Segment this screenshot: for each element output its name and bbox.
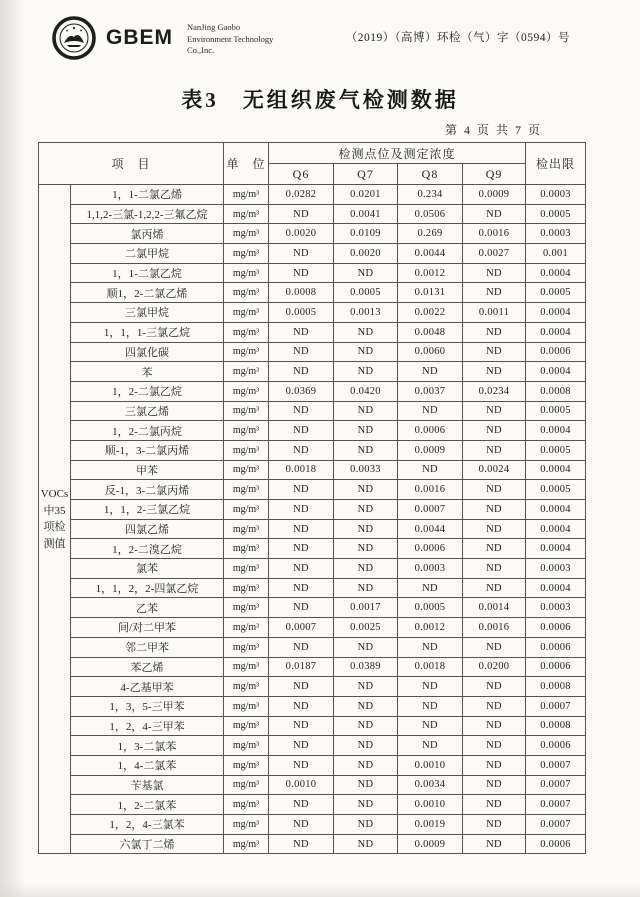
- unit-cell: mg/m³: [224, 716, 269, 736]
- unit-cell: mg/m³: [224, 755, 269, 775]
- table-row: [39, 322, 586, 342]
- value-cell-q7: 0.0389: [334, 657, 398, 677]
- value-cell-q8: 0.0010: [398, 755, 463, 775]
- table-row: [39, 460, 586, 480]
- value-cell-q6: ND: [269, 342, 334, 362]
- detection-limit-cell: 0.0006: [526, 834, 586, 854]
- value-cell-q8: 0.0019: [398, 815, 463, 835]
- value-cell-q7: 0.0041: [334, 204, 398, 224]
- item-name-cell: 间/对二甲苯: [71, 618, 224, 638]
- value-cell-q9: ND: [463, 578, 526, 598]
- item-name-cell: 4-乙基甲苯: [71, 677, 224, 697]
- table-row: [39, 716, 586, 736]
- value-cell-q6: ND: [269, 519, 334, 539]
- value-cell-q7: ND: [334, 637, 398, 657]
- table-row: [39, 677, 586, 697]
- unit-cell: mg/m³: [224, 559, 269, 579]
- unit-cell: mg/m³: [224, 834, 269, 854]
- value-cell-q9: 0.0027: [463, 244, 526, 264]
- value-cell-q9: ND: [463, 480, 526, 500]
- value-cell-q7: ND: [334, 736, 398, 756]
- item-name-cell: 苯: [71, 362, 224, 382]
- value-cell-q7: 0.0005: [334, 283, 398, 303]
- table-row: [39, 283, 586, 303]
- unit-cell: mg/m³: [224, 381, 269, 401]
- table-row: [39, 204, 586, 224]
- item-name-cell: 1，2，4-三甲苯: [71, 716, 224, 736]
- unit-cell: mg/m³: [224, 263, 269, 283]
- table-body: [39, 185, 586, 854]
- value-cell-q9: ND: [463, 440, 526, 460]
- table-row: [39, 480, 586, 500]
- item-name-cell: 1,1,2-三氯-1,2,2-三氟乙烷: [71, 204, 224, 224]
- value-cell-q6: ND: [269, 204, 334, 224]
- detection-limit-cell: 0.0005: [526, 283, 586, 303]
- unit-cell: mg/m³: [224, 480, 269, 500]
- value-cell-q9: ND: [463, 637, 526, 657]
- detection-limit-cell: 0.0008: [526, 381, 586, 401]
- table-header: [39, 143, 586, 185]
- item-name-cell: 1，1-二氯乙烯: [71, 185, 224, 205]
- value-cell-q8: ND: [398, 578, 463, 598]
- detection-limit-cell: 0.0005: [526, 204, 586, 224]
- value-cell-q9: 0.0024: [463, 460, 526, 480]
- detection-limit-cell: 0.001: [526, 244, 586, 264]
- company-line: Co.,Inc.: [187, 45, 215, 56]
- value-cell-q6: ND: [269, 696, 334, 716]
- value-cell-q8: 0.0037: [398, 381, 463, 401]
- detection-limit-cell: 0.0006: [526, 736, 586, 756]
- value-cell-q6: ND: [269, 578, 334, 598]
- table-row: [39, 815, 586, 835]
- value-cell-q7: ND: [334, 815, 398, 835]
- detection-limit-cell: 0.0003: [526, 185, 586, 205]
- brand-block: [52, 16, 273, 60]
- detection-limit-cell: 0.0004: [526, 460, 586, 480]
- table-row: [39, 657, 586, 677]
- value-cell-q6: ND: [269, 834, 334, 854]
- value-cell-q8: ND: [398, 460, 463, 480]
- value-cell-q7: ND: [334, 716, 398, 736]
- value-cell-q7: ND: [334, 559, 398, 579]
- table-row: [39, 795, 586, 815]
- table-row: [39, 736, 586, 756]
- value-cell-q9: 0.0009: [463, 185, 526, 205]
- value-cell-q6: 0.0018: [269, 460, 334, 480]
- value-cell-q9: ND: [463, 795, 526, 815]
- value-cell-q6: ND: [269, 539, 334, 559]
- item-name-cell: 1，2-二氯苯: [71, 795, 224, 815]
- item-name-cell: 氯丙烯: [71, 224, 224, 244]
- value-cell-q8: 0.0016: [398, 480, 463, 500]
- detection-limit-cell: 0.0007: [526, 696, 586, 716]
- col-header-points-group: 检测点位及测定浓度: [269, 143, 526, 164]
- value-cell-q8: 0.0009: [398, 440, 463, 460]
- item-name-cell: 1，1，1-三氯乙烷: [71, 322, 224, 342]
- value-cell-q7: ND: [334, 480, 398, 500]
- value-cell-q8: 0.0060: [398, 342, 463, 362]
- value-cell-q8: ND: [398, 401, 463, 421]
- value-cell-q7: 0.0420: [334, 381, 398, 401]
- unit-cell: mg/m³: [224, 677, 269, 697]
- row-group-label: VOCs 中35 项检 测值: [39, 185, 71, 854]
- item-name-cell: 二氯甲烷: [71, 244, 224, 264]
- item-name-cell: 邻二甲苯: [71, 637, 224, 657]
- value-cell-q7: ND: [334, 263, 398, 283]
- value-cell-q9: ND: [463, 362, 526, 382]
- detection-limit-cell: 0.0004: [526, 303, 586, 323]
- detection-limit-cell: 0.0004: [526, 322, 586, 342]
- item-name-cell: 1，2，4-三氯苯: [71, 815, 224, 835]
- unit-cell: mg/m³: [224, 775, 269, 795]
- detection-limit-cell: 0.0005: [526, 440, 586, 460]
- value-cell-q8: 0.0022: [398, 303, 463, 323]
- value-cell-q8: ND: [398, 736, 463, 756]
- value-cell-q8: 0.0006: [398, 421, 463, 441]
- company-line: Environment Technology: [187, 33, 274, 44]
- detection-limit-cell: 0.0004: [526, 519, 586, 539]
- value-cell-q8: 0.0007: [398, 500, 463, 520]
- value-cell-q9: ND: [463, 283, 526, 303]
- value-cell-q8: 0.0048: [398, 322, 463, 342]
- value-cell-q6: ND: [269, 637, 334, 657]
- value-cell-q6: ND: [269, 559, 334, 579]
- value-cell-q9: 0.0234: [463, 381, 526, 401]
- detection-limit-cell: 0.0008: [526, 677, 586, 697]
- unit-cell: mg/m³: [224, 204, 269, 224]
- value-cell-q8: ND: [398, 716, 463, 736]
- unit-cell: mg/m³: [224, 519, 269, 539]
- table-row: [39, 342, 586, 362]
- table-row: [39, 637, 586, 657]
- col-header-q8: Q8: [398, 164, 463, 185]
- value-cell-q9: ND: [463, 755, 526, 775]
- value-cell-q6: ND: [269, 755, 334, 775]
- value-cell-q8: 0.0006: [398, 539, 463, 559]
- detection-limit-cell: 0.0004: [526, 362, 586, 382]
- unit-cell: mg/m³: [224, 500, 269, 520]
- item-name-cell: 反-1，3-二氯丙烯: [71, 480, 224, 500]
- col-header-q6: Q6: [269, 164, 334, 185]
- company-line: NanJing Gaobo: [187, 21, 241, 32]
- table-row: [39, 559, 586, 579]
- table-row: [39, 775, 586, 795]
- value-cell-q9: ND: [463, 559, 526, 579]
- item-name-cell: 1，1-二氯乙烷: [71, 263, 224, 283]
- value-cell-q6: ND: [269, 263, 334, 283]
- detection-limit-cell: 0.0004: [526, 500, 586, 520]
- value-cell-q6: 0.0007: [269, 618, 334, 638]
- header-row-1: [39, 143, 586, 164]
- value-cell-q9: ND: [463, 716, 526, 736]
- unit-cell: mg/m³: [224, 185, 269, 205]
- table-row: [39, 401, 586, 421]
- table-row: [39, 440, 586, 460]
- value-cell-q8: 0.0012: [398, 263, 463, 283]
- unit-cell: mg/m³: [224, 224, 269, 244]
- unit-cell: mg/m³: [224, 578, 269, 598]
- item-name-cell: 三氯乙烯: [71, 401, 224, 421]
- item-name-cell: 1，2-二氯乙烷: [71, 381, 224, 401]
- value-cell-q9: ND: [463, 500, 526, 520]
- value-cell-q9: ND: [463, 736, 526, 756]
- value-cell-q6: 0.0020: [269, 224, 334, 244]
- item-name-cell: 1，1，2-三氯乙烷: [71, 500, 224, 520]
- col-header-item: 项 目: [39, 143, 224, 185]
- value-cell-q8: 0.0131: [398, 283, 463, 303]
- value-cell-q6: 0.0369: [269, 381, 334, 401]
- value-cell-q8: ND: [398, 677, 463, 697]
- value-cell-q9: ND: [463, 815, 526, 835]
- value-cell-q6: ND: [269, 716, 334, 736]
- detection-limit-cell: 0.0004: [526, 539, 586, 559]
- unit-cell: mg/m³: [224, 342, 269, 362]
- table-row: [39, 519, 586, 539]
- value-cell-q6: ND: [269, 322, 334, 342]
- value-cell-q8: ND: [398, 362, 463, 382]
- value-cell-q9: ND: [463, 401, 526, 421]
- value-cell-q9: 0.0016: [463, 618, 526, 638]
- unit-cell: mg/m³: [224, 440, 269, 460]
- data-table: [38, 142, 586, 854]
- unit-cell: mg/m³: [224, 283, 269, 303]
- unit-cell: mg/m³: [224, 401, 269, 421]
- detection-limit-cell: 0.0004: [526, 421, 586, 441]
- table-row: [39, 244, 586, 264]
- gbem-logo-icon: [52, 16, 96, 60]
- detection-limit-cell: 0.0007: [526, 795, 586, 815]
- value-cell-q7: 0.0017: [334, 598, 398, 618]
- value-cell-q7: 0.0201: [334, 185, 398, 205]
- value-cell-q8: 0.0005: [398, 598, 463, 618]
- value-cell-q8: 0.0012: [398, 618, 463, 638]
- value-cell-q7: ND: [334, 696, 398, 716]
- value-cell-q8: 0.234: [398, 185, 463, 205]
- value-cell-q6: ND: [269, 440, 334, 460]
- value-cell-q6: ND: [269, 598, 334, 618]
- table-row: [39, 696, 586, 716]
- unit-cell: mg/m³: [224, 322, 269, 342]
- value-cell-q6: ND: [269, 421, 334, 441]
- value-cell-q7: 0.0033: [334, 460, 398, 480]
- unit-cell: mg/m³: [224, 460, 269, 480]
- value-cell-q9: 0.0016: [463, 224, 526, 244]
- page-indicator: 第 4 页 共 7 页: [444, 123, 542, 137]
- value-cell-q6: ND: [269, 401, 334, 421]
- table-row: [39, 185, 586, 205]
- table-row: [39, 598, 586, 618]
- unit-cell: mg/m³: [224, 598, 269, 618]
- value-cell-q6: ND: [269, 815, 334, 835]
- col-header-detection-limit: 检出限: [526, 143, 586, 185]
- item-name-cell: 四氯化碳: [71, 342, 224, 362]
- unit-cell: mg/m³: [224, 657, 269, 677]
- document-title: 表3 无组织废气检测数据: [181, 88, 459, 112]
- unit-cell: mg/m³: [224, 421, 269, 441]
- item-name-cell: 1，2-二氯丙烷: [71, 421, 224, 441]
- detection-limit-cell: 0.0008: [526, 716, 586, 736]
- value-cell-q9: 0.0014: [463, 598, 526, 618]
- value-cell-q9: ND: [463, 539, 526, 559]
- item-name-cell: 六氯丁二烯: [71, 834, 224, 854]
- col-header-unit: 单 位: [224, 143, 269, 185]
- unit-cell: mg/m³: [224, 795, 269, 815]
- value-cell-q8: 0.0044: [398, 244, 463, 264]
- item-name-cell: 苄基氯: [71, 775, 224, 795]
- table-row: [39, 755, 586, 775]
- item-name-cell: 1，1，2，2-四氯乙烷: [71, 578, 224, 598]
- value-cell-q7: ND: [334, 834, 398, 854]
- detection-limit-cell: 0.0004: [526, 578, 586, 598]
- value-cell-q7: ND: [334, 401, 398, 421]
- value-cell-q9: ND: [463, 204, 526, 224]
- value-cell-q9: 0.0200: [463, 657, 526, 677]
- value-cell-q8: ND: [398, 696, 463, 716]
- value-cell-q7: ND: [334, 322, 398, 342]
- value-cell-q7: ND: [334, 578, 398, 598]
- value-cell-q9: ND: [463, 775, 526, 795]
- value-cell-q9: ND: [463, 677, 526, 697]
- value-cell-q8: 0.269: [398, 224, 463, 244]
- table-row: [39, 500, 586, 520]
- unit-cell: mg/m³: [224, 736, 269, 756]
- item-name-cell: 苯乙烯: [71, 657, 224, 677]
- detection-limit-cell: 0.0005: [526, 401, 586, 421]
- value-cell-q9: ND: [463, 696, 526, 716]
- value-cell-q6: 0.0005: [269, 303, 334, 323]
- value-cell-q7: 0.0013: [334, 303, 398, 323]
- unit-cell: mg/m³: [224, 815, 269, 835]
- table-row: [39, 421, 586, 441]
- report-number: （2019）（高博）环检（气）字（0594）号: [345, 32, 570, 44]
- col-header-q7: Q7: [334, 164, 398, 185]
- item-name-cell: 乙苯: [71, 598, 224, 618]
- detection-limit-cell: 0.0007: [526, 775, 586, 795]
- value-cell-q6: ND: [269, 244, 334, 264]
- table-row: [39, 539, 586, 559]
- value-cell-q8: 0.0003: [398, 559, 463, 579]
- value-cell-q7: ND: [334, 342, 398, 362]
- value-cell-q9: ND: [463, 342, 526, 362]
- detection-limit-cell: 0.0006: [526, 637, 586, 657]
- value-cell-q7: ND: [334, 775, 398, 795]
- table-row: [39, 263, 586, 283]
- detection-limit-cell: 0.0003: [526, 224, 586, 244]
- value-cell-q8: 0.0010: [398, 795, 463, 815]
- detection-limit-cell: 0.0004: [526, 263, 586, 283]
- table-row: [39, 834, 586, 854]
- value-cell-q6: ND: [269, 362, 334, 382]
- value-cell-q6: 0.0010: [269, 775, 334, 795]
- value-cell-q7: ND: [334, 677, 398, 697]
- value-cell-q6: ND: [269, 480, 334, 500]
- logo-text: GBEM: [106, 26, 173, 49]
- value-cell-q9: ND: [463, 519, 526, 539]
- value-cell-q7: ND: [334, 795, 398, 815]
- table-row: [39, 224, 586, 244]
- unit-cell: mg/m³: [224, 539, 269, 559]
- value-cell-q8: 0.0506: [398, 204, 463, 224]
- value-cell-q8: 0.0044: [398, 519, 463, 539]
- value-cell-q6: ND: [269, 677, 334, 697]
- table-row: [39, 362, 586, 382]
- detection-limit-cell: 0.0003: [526, 559, 586, 579]
- unit-cell: mg/m³: [224, 618, 269, 638]
- detection-limit-cell: 0.0005: [526, 480, 586, 500]
- detection-limit-cell: 0.0007: [526, 815, 586, 835]
- value-cell-q9: ND: [463, 421, 526, 441]
- detection-limit-cell: 0.0006: [526, 618, 586, 638]
- value-cell-q9: ND: [463, 322, 526, 342]
- value-cell-q7: ND: [334, 755, 398, 775]
- unit-cell: mg/m³: [224, 244, 269, 264]
- value-cell-q6: 0.0187: [269, 657, 334, 677]
- table-row: [39, 578, 586, 598]
- value-cell-q7: ND: [334, 421, 398, 441]
- company-name: [187, 19, 273, 58]
- document-header: [0, 0, 640, 60]
- value-cell-q6: ND: [269, 500, 334, 520]
- value-cell-q7: ND: [334, 539, 398, 559]
- detection-limit-cell: 0.0003: [526, 598, 586, 618]
- item-name-cell: 四氯乙烯: [71, 519, 224, 539]
- item-name-cell: 甲苯: [71, 460, 224, 480]
- detection-limit-cell: 0.0006: [526, 342, 586, 362]
- unit-cell: mg/m³: [224, 303, 269, 323]
- value-cell-q7: 0.0025: [334, 618, 398, 638]
- unit-cell: mg/m³: [224, 696, 269, 716]
- value-cell-q9: ND: [463, 834, 526, 854]
- table-row: [39, 381, 586, 401]
- table-row: [39, 618, 586, 638]
- value-cell-q7: 0.0020: [334, 244, 398, 264]
- item-name-cell: 三氯甲烷: [71, 303, 224, 323]
- value-cell-q9: 0.0011: [463, 303, 526, 323]
- item-name-cell: 1，3，5-三甲苯: [71, 696, 224, 716]
- detection-limit-cell: 0.0007: [526, 755, 586, 775]
- value-cell-q9: ND: [463, 263, 526, 283]
- value-cell-q7: ND: [334, 500, 398, 520]
- value-cell-q7: ND: [334, 519, 398, 539]
- value-cell-q8: ND: [398, 637, 463, 657]
- value-cell-q6: 0.0282: [269, 185, 334, 205]
- unit-cell: mg/m³: [224, 637, 269, 657]
- value-cell-q6: ND: [269, 795, 334, 815]
- item-name-cell: 顺1，2-二氯乙烯: [71, 283, 224, 303]
- unit-cell: mg/m³: [224, 362, 269, 382]
- item-name-cell: 1，3-二氯苯: [71, 736, 224, 756]
- value-cell-q6: 0.0008: [269, 283, 334, 303]
- col-header-q9: Q9: [463, 164, 526, 185]
- value-cell-q7: ND: [334, 362, 398, 382]
- value-cell-q7: ND: [334, 440, 398, 460]
- value-cell-q8: 0.0009: [398, 834, 463, 854]
- detection-limit-cell: 0.0006: [526, 657, 586, 677]
- value-cell-q6: ND: [269, 736, 334, 756]
- value-cell-q8: 0.0034: [398, 775, 463, 795]
- table-row: [39, 303, 586, 323]
- value-cell-q8: 0.0018: [398, 657, 463, 677]
- item-name-cell: 1，4-二氯苯: [71, 755, 224, 775]
- item-name-cell: 顺-1，3-二氯丙烯: [71, 440, 224, 460]
- item-name-cell: 1，2-二溴乙烷: [71, 539, 224, 559]
- value-cell-q7: 0.0109: [334, 224, 398, 244]
- item-name-cell: 氯苯: [71, 559, 224, 579]
